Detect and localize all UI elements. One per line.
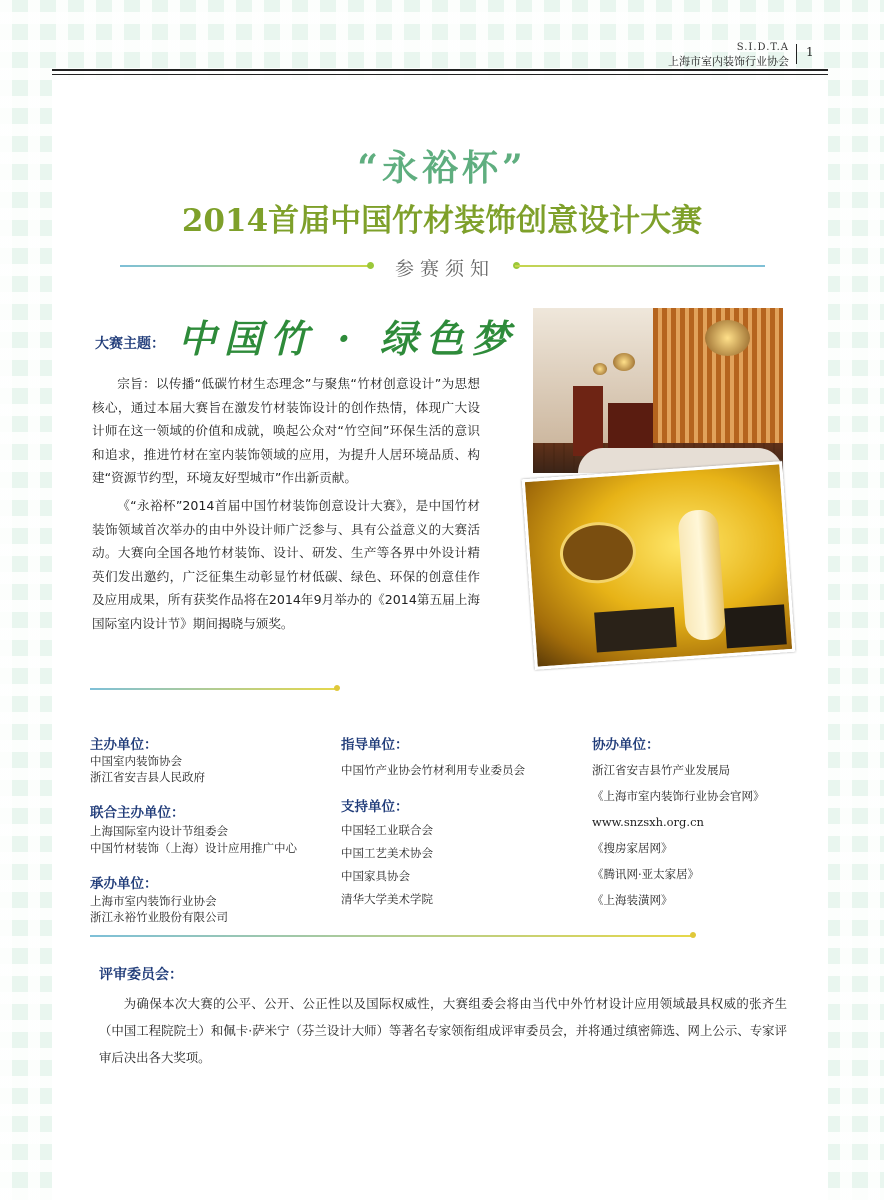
- undertake-title: 承办单位：: [90, 876, 158, 892]
- assist-website-link[interactable]: www.snzsxh.org.cn: [592, 815, 704, 829]
- header-rule-thin: [52, 74, 828, 75]
- header-separator: [796, 44, 797, 64]
- theme-calligraphy: 中国竹 · 绿色梦: [178, 316, 518, 361]
- support-item: 中国工艺美术协会: [341, 846, 433, 860]
- support-item: 中国家具协会: [341, 869, 410, 883]
- header-org-en: S.I.D.T.A: [736, 42, 789, 53]
- cohost-item: 上海国际室内设计节组委会: [90, 824, 228, 838]
- assist-item: 浙江省安吉县竹产业发展局: [592, 763, 730, 777]
- header-org-cn: 上海市室内装饰行业协会: [668, 55, 789, 68]
- lit-pillar: [677, 509, 726, 641]
- host-title: 主办单位：: [90, 737, 158, 753]
- jury-paragraph: 为确保本次大赛的公平、公开、公正性以及国际权威性，大赛组委会将由当代中外竹材设计应用领域最具权威的张齐生（中国工程院院士）和佩卡·萨米宁（芬兰设计大师）等著名专家领衔组成评审委员会，并将通过缜密筛选、网上公示、专家评审后决出各大奖项。: [99, 996, 787, 1065]
- cohost-item: 中国竹材装饰（上海）设计应用推广中心: [90, 841, 297, 855]
- guide-item: 中国竹产业协会竹材利用专业委员会: [341, 763, 525, 777]
- divider-dot: [690, 932, 696, 938]
- intro-paragraph-2: 《“永裕杯”2014首届中国竹材装饰创意设计大赛》，是中国竹材装饰领域首次举办的由中外设计师广泛参与、具有公益意义的大赛活动。大赛向全国各地竹材装饰、设计、研发、生产等各界中外设计精英们发出邀约，广泛征集生动彰显竹材低碳、绿色、环保的创意佳作及应用成果，所有获奖作品将在2014年9月举办的《2014第五届上海国际室内设计节》期间揭晓与颁奖。: [92, 498, 480, 631]
- host-item: 浙江省安吉县人民政府: [90, 770, 205, 784]
- assist-item: 《上海装潢网》: [592, 893, 673, 907]
- booth-seat: [573, 386, 603, 456]
- undertake-item: 浙江永裕竹业股份有限公司: [90, 910, 228, 924]
- guide-title: 指导单位：: [341, 737, 409, 753]
- divider-dot: [334, 685, 340, 691]
- assist-item: 《上海市室内装饰行业协会官网》: [592, 789, 765, 803]
- cohost-title: 联合主办单位：: [90, 805, 185, 821]
- subtitle: 参赛须知: [394, 258, 495, 280]
- wall-oval-opening: [558, 520, 638, 586]
- section-divider: [90, 935, 692, 937]
- title-cup-name: “永裕杯”: [357, 147, 527, 189]
- subtitle-rule-left: [120, 265, 370, 267]
- sofa: [594, 607, 677, 652]
- subtitle-dot-left: [367, 262, 374, 269]
- support-item: 中国轻工业联合会: [341, 823, 433, 837]
- sofa: [724, 604, 787, 648]
- header-rule: [52, 69, 828, 71]
- page-number: 1: [806, 45, 814, 59]
- intro-paragraph-1: 宗旨：以传播“低碳竹材生态理念”与聚焦“竹材创意设计”为思想核心，通过本届大赛旨在激发竹材装饰设计的创作热情，体现广大设计师在这一领域的价值和成就，唤起公众对“竹空间”环保生活的意识和追求，推进竹材在室内装饰领域的应用，为提升人居环境品质、构建“资源节约型，环境友好型城市”作出新贡献。: [92, 376, 480, 485]
- support-title: 支持单位：: [341, 799, 409, 815]
- page-title: 2014首届中国竹材装饰创意设计大赛: [181, 203, 703, 239]
- assist-item: 《腾讯网·亚太家居》: [592, 867, 700, 881]
- assist-item: 《搜房家居网》: [592, 841, 673, 855]
- theme-label: 大赛主题：: [95, 336, 165, 352]
- support-item: 清华大学美术学院: [341, 892, 433, 906]
- host-item: 中国室内装饰协会: [90, 754, 182, 768]
- section-divider: [90, 688, 338, 690]
- bamboo-lounge-photo: [522, 461, 796, 670]
- jury-title: 评审委员会：: [99, 967, 183, 983]
- pendant-lamp: [705, 320, 750, 356]
- subtitle-rule-right: [515, 265, 765, 267]
- restaurant-interior-photo: [533, 308, 783, 473]
- assist-title: 协办单位：: [592, 737, 660, 753]
- pendant-lamp: [593, 363, 607, 375]
- pendant-lamp: [613, 353, 635, 371]
- undertake-item: 上海市室内装饰行业协会: [90, 894, 217, 908]
